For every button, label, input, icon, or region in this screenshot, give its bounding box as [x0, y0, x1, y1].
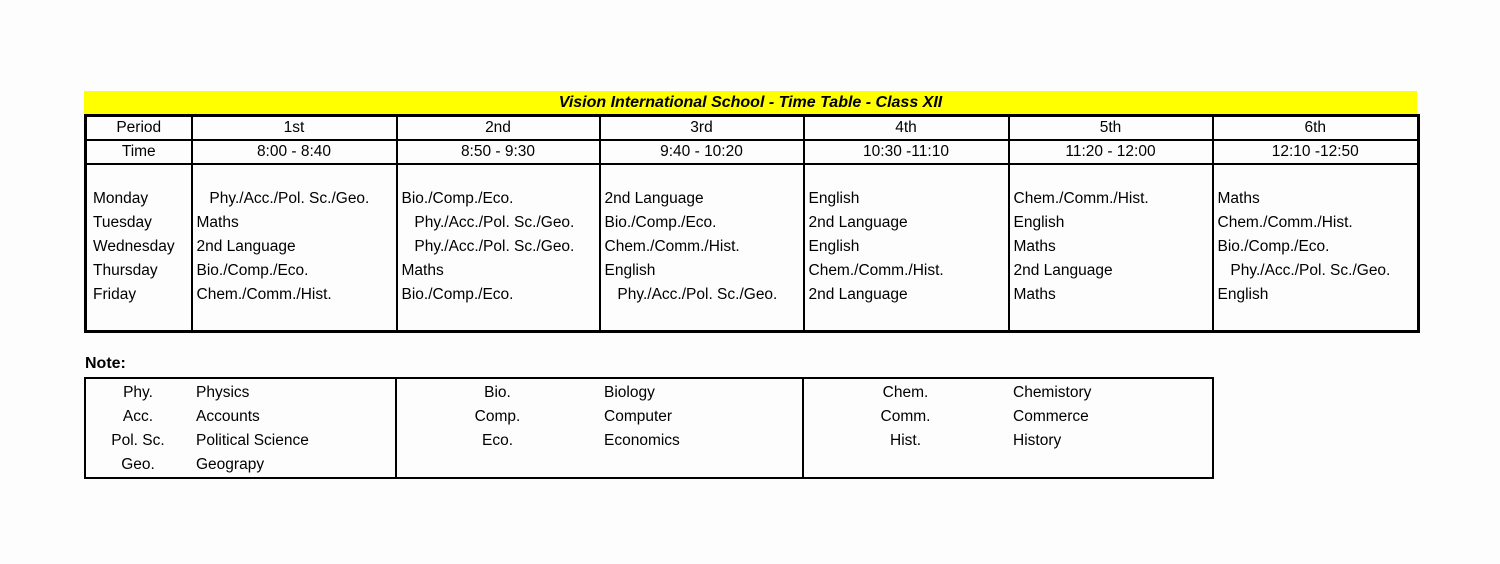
- subject-entry: 2nd Language: [604, 189, 704, 207]
- full-name: Political Science: [196, 432, 309, 449]
- full-name: Accounts: [196, 408, 260, 425]
- subject-entry: English: [808, 237, 860, 255]
- subject-entry: Bio./Comp./Eco.: [604, 213, 717, 231]
- full-name: History: [1013, 432, 1062, 449]
- abbreviation: Bio.: [484, 384, 511, 401]
- subject-entry: 2nd Language: [1013, 261, 1113, 279]
- subject-entry: English: [808, 189, 860, 207]
- subject-entry: 2nd Language: [808, 213, 908, 231]
- time-slot: 10:30 -11:10: [804, 140, 1009, 164]
- day-label: Monday: [93, 189, 149, 207]
- subject-entry: Bio./Comp./Eco.: [401, 189, 514, 207]
- period-header: 5th: [1009, 116, 1213, 140]
- abbreviation: Pol. Sc.: [111, 432, 165, 449]
- time-slot: 11:20 - 12:00: [1009, 140, 1213, 164]
- legend-entry: [804, 381, 1212, 405]
- subject-entry: Maths: [1013, 237, 1056, 255]
- full-name: Economics: [604, 432, 680, 449]
- subject-entry: Phy./Acc./Pol. Sc./Geo.: [1217, 261, 1391, 279]
- period-header: 1st: [192, 116, 397, 140]
- abbreviation: Comp.: [474, 408, 521, 425]
- timetable-table: [84, 114, 1420, 333]
- abbreviation: Geo.: [121, 456, 155, 473]
- legend-entry: [86, 381, 395, 405]
- legend-entry: [86, 429, 395, 453]
- abbreviation: Chem.: [882, 384, 929, 401]
- subject-entry: English: [1217, 285, 1269, 303]
- legend-entry: [86, 453, 395, 477]
- subject-entry: Chem./Comm./Hist.: [808, 261, 944, 279]
- legend-entry: [397, 405, 802, 429]
- abbreviation: Eco.: [481, 432, 513, 449]
- days-column: [86, 164, 192, 332]
- legend-group-3: [803, 378, 1213, 478]
- full-name: Geograpy: [196, 456, 265, 473]
- legend-group-2: [396, 378, 803, 478]
- subject-entry: 2nd Language: [196, 237, 296, 255]
- subject-entry: Maths: [1013, 285, 1056, 303]
- legend-entry: [397, 429, 802, 453]
- period-row-label: Period: [86, 116, 192, 140]
- full-name: Computer: [604, 408, 673, 425]
- period-header-row: [86, 116, 1419, 140]
- subject-entry: Chem./Comm./Hist.: [1217, 213, 1353, 231]
- subject-entry: Phy./Acc./Pol. Sc./Geo.: [604, 285, 778, 303]
- abbreviation: Comm.: [880, 408, 931, 425]
- subject-entry: Maths: [196, 213, 239, 231]
- time-slot: 8:00 - 8:40: [192, 140, 397, 164]
- time-row-label: Time: [86, 140, 192, 164]
- schedule-body-row: [86, 164, 1419, 332]
- period-header: 6th: [1213, 116, 1419, 140]
- legend-entry: [397, 381, 802, 405]
- subject-entry: Chem./Comm./Hist.: [1013, 189, 1149, 207]
- subject-entry: Bio./Comp./Eco.: [1217, 237, 1330, 255]
- title-banner: [84, 91, 1417, 114]
- time-slot: 9:40 - 10:20: [600, 140, 804, 164]
- subject-entry: 2nd Language: [808, 285, 908, 303]
- schedule-column-1st: [192, 164, 397, 332]
- period-header: 2nd: [397, 116, 600, 140]
- schedule-column-2nd: [397, 164, 600, 332]
- abbreviation: Hist.: [890, 432, 921, 449]
- period-header: 3rd: [600, 116, 804, 140]
- subject-entry: Maths: [1217, 189, 1260, 207]
- note-label: Note:: [85, 355, 126, 372]
- subject-entry: Bio./Comp./Eco.: [401, 285, 514, 303]
- legend-entry: [804, 405, 1212, 429]
- abbreviation: Acc.: [122, 408, 154, 425]
- subject-entry: Maths: [401, 261, 444, 279]
- subject-entry: Bio./Comp./Eco.: [196, 261, 309, 279]
- time-slot: 12:10 -12:50: [1213, 140, 1419, 164]
- full-name: Chemistory: [1013, 384, 1092, 401]
- day-label: Thursday: [93, 261, 158, 279]
- day-label: Friday: [93, 285, 137, 303]
- subject-entry: Chem./Comm./Hist.: [196, 285, 332, 303]
- abbreviation-legend-table: [84, 377, 1214, 479]
- schedule-column-3rd: [600, 164, 804, 332]
- subject-entry: Phy./Acc./Pol. Sc./Geo.: [401, 213, 575, 231]
- day-label: Wednesday: [93, 237, 175, 255]
- schedule-column-5th: [1009, 164, 1213, 332]
- schedule-column-6th: [1213, 164, 1419, 332]
- subject-entry: Phy./Acc./Pol. Sc./Geo.: [196, 189, 370, 207]
- subject-entry: English: [604, 261, 656, 279]
- legend-entry: [86, 405, 395, 429]
- legend-group-1: [85, 378, 396, 478]
- schedule-column-4th: [804, 164, 1009, 332]
- time-row: [86, 140, 1419, 164]
- abbreviation: Phy.: [123, 384, 153, 401]
- full-name: Physics: [196, 384, 250, 401]
- subject-entry: Chem./Comm./Hist.: [604, 237, 740, 255]
- subject-entry: Phy./Acc./Pol. Sc./Geo.: [401, 237, 575, 255]
- legend-entry: [804, 429, 1212, 453]
- period-header: 4th: [804, 116, 1009, 140]
- subject-entry: English: [1013, 213, 1065, 231]
- time-slot: 8:50 - 9:30: [397, 140, 600, 164]
- full-name: Commerce: [1013, 408, 1089, 425]
- day-label: Tuesday: [93, 213, 152, 231]
- page-title: Vision International School - Time Table - Class XII: [558, 93, 943, 111]
- full-name: Biology: [604, 384, 655, 401]
